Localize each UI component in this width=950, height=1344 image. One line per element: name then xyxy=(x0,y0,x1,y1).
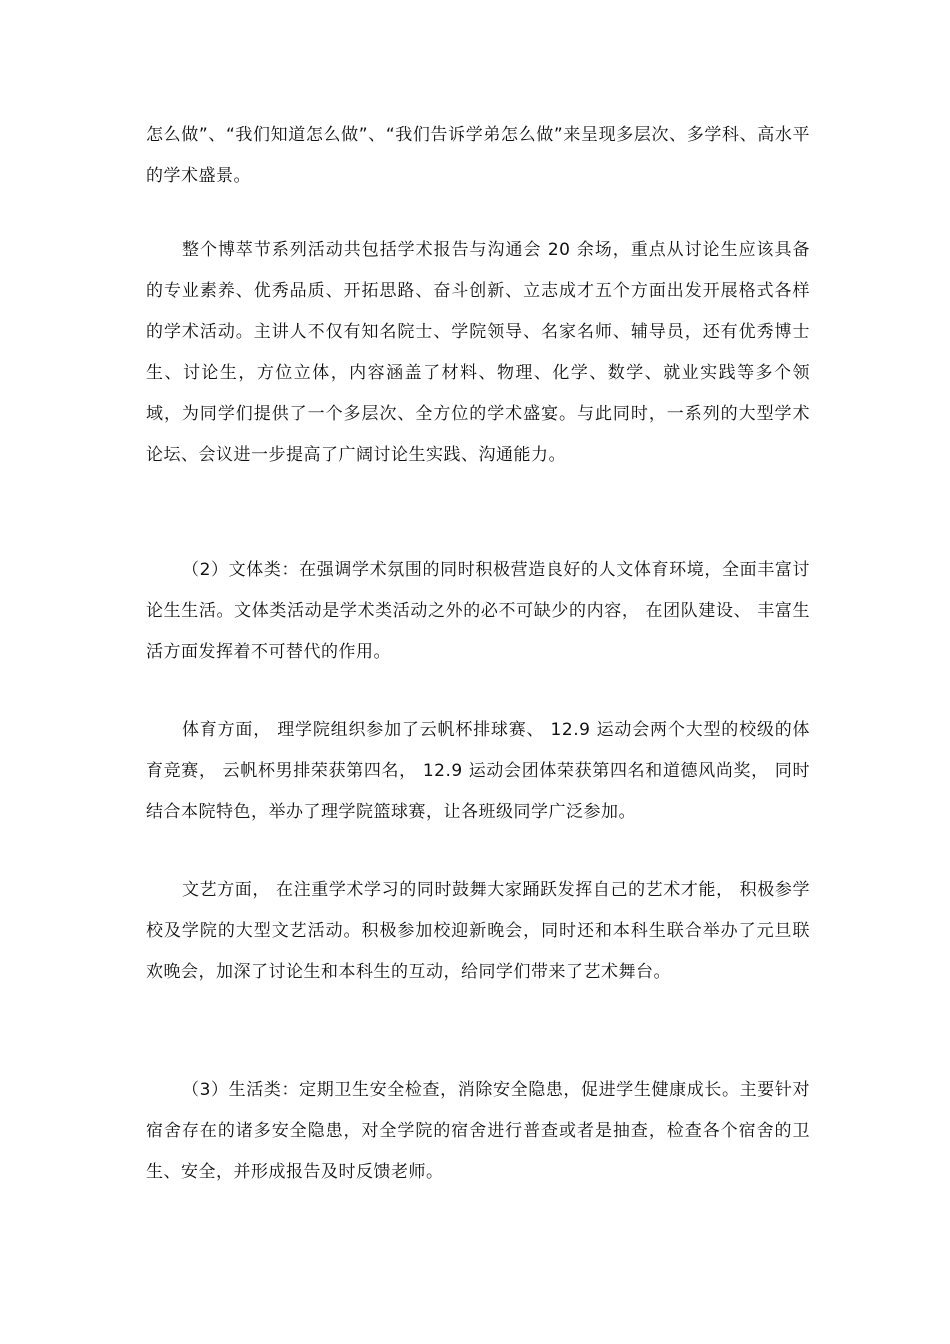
paragraph-daily-life: （3）生活类：定期卫生安全检查，消除安全隐患，促进学生健康成长。主要针对宿舍存在的诸多安全隐患，对全学院的宿舍进行普查或者是抽查，检查各个宿舍的卫生、安全，并形成报告及时反馈老师。 xyxy=(146,1080,810,1182)
paragraph-sports: 体育方面， 理学院组织参加了云帆杯排球赛、 12.9 运动会两个大型的校级的体育竞赛， 云帆杯男排荣获第四名， 12.9 运动会团体荣获第四名和道德风尚奖， 同时结合本院特色，举办了理学院篮球赛，让各班级同学广泛参加。 xyxy=(146,720,810,822)
paragraph-arts: 文艺方面， 在注重学术学习的同时鼓舞大家踊跃发挥自己的艺术才能， 积极参学校及学院的大型文艺活动。积极参加校迎新晚会，同时还和本科生联合举办了元旦联欢晚会，加深了讨论生和本科生的互动，给同学们带来了艺术舞台。 xyxy=(146,880,810,982)
paragraph-bocui-festival: 整个博萃节系列活动共包括学术报告与沟通会 20 余场，重点从讨论生应该具备的专业素养、优秀品质、开拓思路、奋斗创新、立志成才五个方面出发开展格式各样的学术活动。主讲人不仅有知名院士、学院领导、名家名师、辅导员，还有优秀博士生、讨论生，方位立体，内容涵盖了材料、物理、化学、数学、就业实践等多个领域，为同学们提供了一个多层次、全方位的学术盛宴。与此同时，一系列的大型学术论坛、会议进一步提高了广阔讨论生实践、沟通能力。 xyxy=(146,240,810,465)
paragraph-culture-sports: （2）文体类：在强调学术氛围的同时积极营造良好的人文体育环境，全面丰富讨论生生活。文体类活动是学术类活动之外的必不可缺少的内容， 在团队建设、 丰富生活方面发挥着不可替代的作用。 xyxy=(146,560,810,662)
paragraph-continuation: 怎么做”、“我们知道怎么做”、“我们告诉学弟怎么做”来呈现多层次、多学科、高水平的学术盛景。 xyxy=(146,125,810,186)
